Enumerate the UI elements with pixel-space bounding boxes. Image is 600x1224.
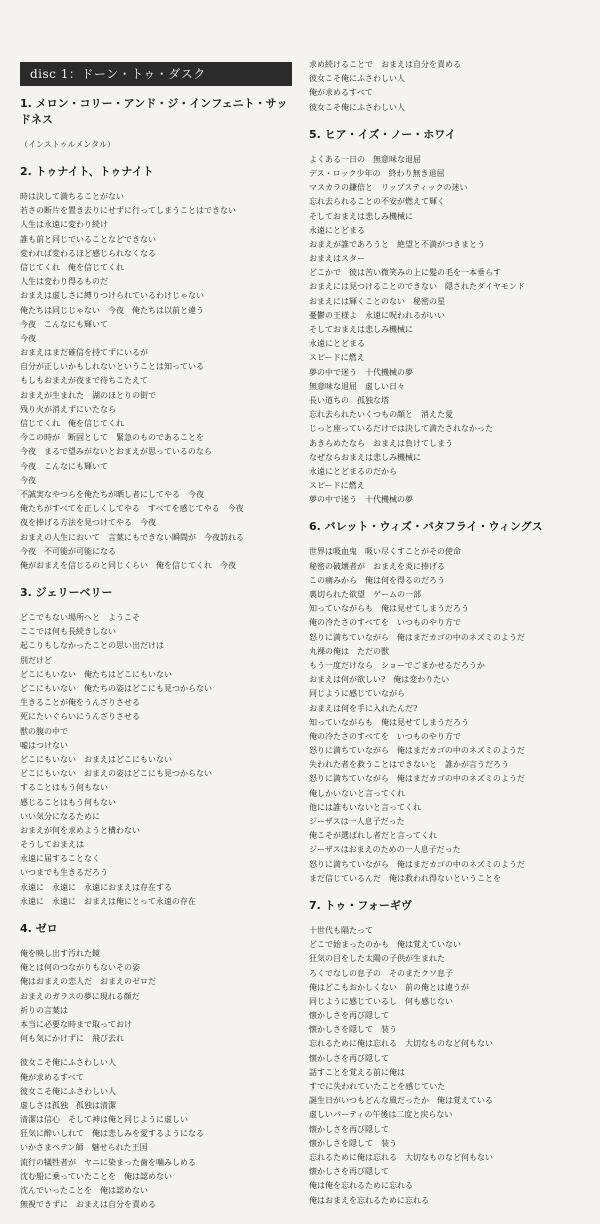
lyric-line: 無意味な退屈 虚しい日々 bbox=[309, 381, 405, 391]
lyric-line: 俺がおまえを信じるのと同じくらい 俺を信じてくれ 今夜 bbox=[20, 560, 236, 570]
lyric-line: 流行の犠牲者が ヤニに染まった歯を噛みしめる bbox=[20, 1157, 196, 1167]
song-title: 1. メロン・コリー・アンド・ジ・インフェニト・サッドネス bbox=[20, 97, 288, 126]
lyric-line: おまえが何を求めようと構わない bbox=[20, 825, 140, 835]
song-title: 2. トゥナイト、トゥナイト bbox=[20, 165, 154, 178]
lyric-line: 懐かしさを再び隠して bbox=[309, 1053, 389, 1063]
lyric-line: 祈りの言葉は bbox=[20, 1005, 68, 1015]
disc-header: disc 1：ドーン・トゥ・ダスク bbox=[20, 62, 292, 86]
lyric-line: 俺こそが選ばれし者だと言ってくれ bbox=[309, 831, 437, 841]
lyric-line: 今夜 まるで望みがないとおまえが思っているのなら bbox=[20, 447, 212, 457]
lyric-line: 今夜 bbox=[20, 475, 36, 485]
stanza bbox=[309, 153, 591, 508]
lyric-line: おまえの人生において 言葉にもできない瞬間が 今夜訪れる bbox=[20, 532, 244, 542]
lyric-line: 今夜 こんなにも輝いて bbox=[20, 319, 108, 329]
lyric-line: おまえが生まれた 湖のほとりの街で bbox=[20, 390, 156, 400]
lyric-line: どこかで 彼は苦い微笑みの上に髪の毛を一本垂らす bbox=[309, 268, 501, 278]
lyric-line: 同じように感じているし 何も感じない bbox=[309, 996, 453, 1006]
lyric-line: 俺の冷たさのすべてを いつものやり方で bbox=[309, 618, 461, 628]
song-block bbox=[309, 519, 591, 886]
lyric-line: いい気分になるために bbox=[20, 811, 100, 821]
lyric-line: 俺たちがすべてを正しくしてやる すべてを感じてやる 今夜 bbox=[20, 504, 244, 514]
lyric-line: 死にたいぐらいにうんざりさせる bbox=[20, 712, 140, 722]
song-block bbox=[309, 898, 591, 1208]
lyric-line: 知っていながらも 俺は見せてしまうだろう bbox=[309, 604, 469, 614]
lyric-line: 人生は永遠に変わり続け bbox=[20, 220, 108, 230]
lyric-line: ジーザスは一人息子だった bbox=[309, 817, 405, 826]
lyric-line: ろくでなしの息子の そのまたクソ息子 bbox=[309, 968, 453, 978]
lyric-line: 信じてくれ 俺を信じてくれ bbox=[20, 262, 124, 272]
song-block bbox=[20, 96, 292, 152]
stanza bbox=[20, 190, 292, 573]
stanza bbox=[20, 611, 292, 909]
song-block bbox=[309, 127, 591, 508]
lyric-line: 不誠実なやつらを俺たちが晒し者にしてやる 今夜 bbox=[20, 489, 204, 499]
lyric-line: 無視できずに おまえは自分を責める bbox=[20, 1200, 156, 1210]
lyric-line: することはもう何もない bbox=[20, 783, 108, 793]
song-block bbox=[20, 921, 292, 1212]
lyric-line: 世界は吸血鬼 吸い尽くすことがその使命 bbox=[309, 547, 461, 557]
lyric-line: そうしておまえは bbox=[20, 840, 84, 850]
lyric-line: ここでは何も長続きしない bbox=[20, 627, 116, 637]
lyric-line: 沈んでいったことを 俺は認めない bbox=[20, 1186, 148, 1195]
lyric-line: どこにもいない 俺たちはどこにもいない bbox=[20, 669, 172, 679]
lyric-line: おまえには輝くことのない 秘密の星 bbox=[309, 296, 445, 306]
lyric-line: どこでもない場所へと ようこそ bbox=[20, 613, 140, 623]
lyric-line: 変われば変わるほど感じられなくなる bbox=[20, 248, 156, 258]
lyric-line: 俺しかいないと言ってくれ bbox=[309, 788, 405, 798]
lyric-line: 感じることはもう何もない bbox=[20, 797, 116, 807]
lyric-line: よくある一日の 無意味な退屈 bbox=[309, 154, 421, 164]
lyric-line: 残り火が消えずにいたなら bbox=[20, 404, 116, 414]
lyric-line: なぜならおまえは悲しみ機械に bbox=[309, 452, 421, 462]
lyric-line: すでに失われていたことを感じていた bbox=[309, 1082, 446, 1091]
song-title: 7. トゥ・フォーギヴ bbox=[309, 898, 412, 912]
lyric-line: 別だけど bbox=[20, 655, 52, 665]
lyric-line: 虚しさは孤独 孤独は清潔 bbox=[20, 1100, 116, 1110]
lyric-line: この痛みから 俺は何を得るのだろう bbox=[309, 575, 445, 585]
lyric-line: もう一度だけなら ショーでごまかせるだろうか bbox=[309, 660, 485, 670]
lyric-line: 夢の中で迷う 十代機械の夢 bbox=[309, 495, 413, 505]
lyric-line: そしておまえは悲しみ機械に bbox=[309, 211, 413, 221]
lyric-line: 何も気にかけずに 飛び去れ bbox=[20, 1034, 124, 1044]
lyric-line: おまえはスター bbox=[309, 254, 365, 264]
lyric-line: 彼女こそ俺にふさわしい人 bbox=[20, 1058, 116, 1068]
left-column bbox=[20, 58, 292, 1224]
lyric-line: 永遠に届することなく bbox=[20, 854, 100, 864]
lyric-line: 彼女こそ俺にふさわしい人 bbox=[309, 102, 405, 112]
lyric-line: 今この時が 断固として 緊急のものであることを bbox=[20, 433, 204, 443]
right-column bbox=[309, 58, 591, 1220]
lyric-line: 夜を捧げる方法を見つけてやる 今夜 bbox=[20, 518, 156, 528]
lyric-line: ジーザスはおまえのための一人息子だった bbox=[309, 845, 461, 855]
lyric-line: 失われた者を救うことはできないと 誰かが言うだろう bbox=[309, 760, 509, 770]
lyric-line: スピードに燃え bbox=[309, 481, 365, 491]
lyric-line: いかさまペテン師 魅せられた王国 bbox=[20, 1143, 148, 1153]
stanza bbox=[309, 58, 591, 115]
lyric-line: 忘れるために俺は忘れる 大切なものなど何もない bbox=[309, 1039, 493, 1049]
lyric-line: 丸裸の俺は ただの獣 bbox=[309, 646, 389, 656]
stanza-gap bbox=[20, 1046, 292, 1056]
lyric-line: じっと座っているだけでは決して満たされなかった bbox=[309, 424, 493, 434]
lyric-line: マスカラの鎌倍と リップスティックの迷い bbox=[309, 183, 468, 193]
lyric-line: あきらめたなら おまえは負けてしまう bbox=[309, 438, 453, 448]
lyric-line: 他には誰もいないと言ってくれ bbox=[309, 802, 421, 812]
lyric-line: 俺とは何のつながりもないその姿 bbox=[20, 963, 140, 973]
stanza bbox=[309, 924, 591, 1208]
lyric-line: そしておまえは悲しみ機械に bbox=[309, 325, 413, 334]
lyric-line: おまえはまだ確信を持てずにいるが bbox=[20, 348, 148, 358]
lyric-line: 今夜 こんなにも輝いて bbox=[20, 461, 108, 471]
lyric-line: 夢の中で迷う 十代機械の夢 bbox=[309, 367, 413, 377]
lyric-line: 長い道ちの 孤独な塔 bbox=[309, 395, 389, 405]
lyric-line: 信じてくれ 俺を信じてくれ bbox=[20, 419, 124, 428]
lyric-line: 俺たちは同じじゃない 今夜 俺たちは以前と違う bbox=[20, 305, 204, 315]
lyric-line: 永遠にとどまるのだから bbox=[309, 466, 397, 476]
lyric-line: 清潔は信心 そして神は俺と同じように虚しい bbox=[20, 1115, 188, 1125]
lyric-line: 本当に必要な時まで取っておけ bbox=[20, 1019, 132, 1029]
lyric-line: 生きることが俺をうんざりさせる bbox=[20, 698, 140, 708]
lyric-line: スピードに燃え bbox=[309, 353, 365, 363]
lyric-line: 起こりもしなかったことの思い出だけは bbox=[20, 641, 164, 651]
lyric-line: 今夜 bbox=[20, 333, 36, 343]
lyric-line: 若さの断片を置き去りにせずに行ってしまうことはできない bbox=[20, 206, 236, 216]
lyric-line: 忘れ去られたいくつもの顔と 消えた愛 bbox=[309, 410, 453, 420]
lyric-line: 憂鬱の王様よ 永遠に呪われるがいい bbox=[309, 310, 445, 320]
lyric-line: 懐かしさを隠して 装う bbox=[309, 1025, 397, 1035]
lyric-line: 忘れるために俺は忘れる 大切なものなど何もない bbox=[309, 1152, 493, 1162]
lyric-line: 永遠に 永遠に おまえは俺にとって永遠の存在 bbox=[20, 896, 196, 906]
song-title: 4. ゼロ bbox=[20, 922, 58, 935]
lyric-line: どこにもいない おまえはどこにもいない bbox=[20, 754, 172, 764]
lyric-line: おまえは虚しさに縛りつけられているわけじゃない bbox=[20, 291, 204, 301]
lyric-line: 怒りに満ちていながら 俺はまだカゴの中のネズミのようだ bbox=[309, 632, 525, 642]
song-block bbox=[309, 58, 591, 115]
stanza bbox=[20, 947, 292, 1046]
lyric-line: 俺が求めるすべて bbox=[309, 88, 373, 98]
lyric-line: 怒りに満ちていながら 俺はまだカゴの中のネズミのようだ bbox=[309, 859, 525, 869]
lyric-line: 誰も前と同じでいることなどできない bbox=[20, 234, 156, 244]
lyric-line: 狂気の目をした太陽の子供が生まれた bbox=[309, 954, 445, 964]
lyric-line: 狂気に酔いしれて 俺は悲しみを愛するようになる bbox=[20, 1129, 204, 1139]
lyric-line: どこにもいない おまえの姿はどこにも見つからない bbox=[20, 769, 212, 779]
lyric-line: おまえのガラスの夢に現れる顔だ bbox=[20, 991, 140, 1001]
lyric-line: 獣の腹の中で bbox=[20, 726, 68, 736]
lyric-line: 俺を映し出す汚れた鏡 bbox=[20, 949, 100, 958]
lyric-line: どこで始まったのかも 俺は覚えていない bbox=[309, 940, 461, 950]
lyric-line: 彼女こそ俺にふさわしい人 bbox=[309, 74, 405, 84]
lyric-line: 俺の冷たさのすべてを いつものやり方で bbox=[309, 731, 461, 741]
lyric-line: 怒りに満ちていながら 俺はまだカゴの中のネズミのようだ bbox=[309, 774, 525, 784]
lyric-line: 永遠に 永遠に 永遠におまえは存在する bbox=[20, 882, 172, 892]
lyric-line: 懐かしさを隠して 装う bbox=[309, 1138, 397, 1148]
stanza bbox=[309, 545, 591, 886]
song-block bbox=[20, 164, 292, 573]
stanza bbox=[20, 1056, 292, 1212]
lyric-line: おまえは何を手に入れたんだ? bbox=[309, 703, 418, 713]
song-title: 5. ヒア・イズ・ノー・ホワイ bbox=[309, 127, 456, 141]
lyric-line: 虚しいパーティの午後は二度と戻らない bbox=[309, 1110, 453, 1120]
lyric-line: 今夜 不可能が可能になる bbox=[20, 546, 116, 556]
lyric-line: まだ信じているんだ 俺は救われ得ないということを bbox=[309, 873, 501, 883]
lyric-line: どこにもいない 俺たちの姿はどこにも見つからない bbox=[20, 684, 212, 693]
lyric-line: 知っていながらも 俺は見せてしまうだろう bbox=[309, 717, 469, 727]
lyric-line: 時は決して満ちることがない bbox=[20, 192, 124, 201]
lyric-line: 彼女こそ俺にふさわしい人 bbox=[20, 1086, 116, 1096]
lyric-line: 裏切られた欲望 ゲームの一部 bbox=[309, 590, 421, 599]
lyric-line: 求め続けることで おまえは自分を責める bbox=[309, 60, 461, 69]
lyric-line: 話すことを覚える前に俺は bbox=[309, 1067, 405, 1077]
lyric-line: デス・ロック少年の 終わり無き退屈 bbox=[309, 168, 445, 178]
lyric-line: 沈む船に乗っていたことを 俺は認めない bbox=[20, 1171, 172, 1181]
lyric-line: 誕生日がいつもどんな風だったか 俺は覚えている bbox=[309, 1096, 493, 1106]
lyric-line: 十世代も隔たって bbox=[309, 925, 373, 935]
lyric-line: 懐かしさを再び隠して bbox=[309, 1011, 389, 1021]
lyric-line: 自分が正しいかもしれないということは知っている bbox=[20, 362, 204, 372]
lyric-line: 嘘はつけない bbox=[20, 740, 68, 750]
lyric-line: もしもおまえが夜まで待ちこたえて bbox=[20, 376, 148, 386]
lyric-line: 俺はどこもおかしくない 前の俺とは違うが bbox=[309, 982, 469, 992]
lyric-line: 永遠にとどまる bbox=[309, 225, 365, 235]
song-note: （インストゥルメンタル） bbox=[20, 140, 115, 149]
lyric-line: 俺が求めるすべて bbox=[20, 1072, 84, 1082]
lyric-line: 懐かしさを再び隠して bbox=[309, 1124, 389, 1134]
lyric-line: 秘密の破壊者が おまえを炎に捧げる bbox=[309, 561, 445, 571]
lyric-line: いつまでも生きるだろう bbox=[20, 868, 108, 878]
lyric-line: おまえには見つけることのできない 隠されたダイヤモンド bbox=[309, 282, 525, 292]
lyric-line: 忘れ去られることの不安が燃えて輝く bbox=[309, 197, 445, 207]
lyric-line: 人生は変わり得るものだ bbox=[20, 277, 108, 287]
song-title: 3. ジェリーベリー bbox=[20, 586, 113, 600]
lyric-line: おまえが誰であろうと 絶望と不満がつきまとう bbox=[309, 239, 485, 249]
lyric-line: おまえは何が欲しい? 俺は変わりたい bbox=[309, 675, 450, 685]
lyric-line: 俺はおまえの恋人だ おまえのゼロだ bbox=[20, 977, 156, 987]
lyric-line: 俺は俺を忘れるために忘れる bbox=[309, 1181, 413, 1191]
lyric-line: 同じように感じていながら bbox=[309, 689, 405, 699]
song-title: 6. バレット・ウィズ・バタフライ・ウィングス bbox=[309, 520, 543, 534]
lyric-line: 永遠にとどまる bbox=[309, 339, 365, 349]
song-block bbox=[20, 585, 292, 909]
lyric-line: 怒りに満ちていながら 俺はまだカゴの中のネズミのようだ bbox=[309, 746, 525, 756]
lyric-line: 俺はおまえを忘れるために忘れる bbox=[309, 1195, 429, 1205]
lyric-line: 懐かしさを再び隠して bbox=[309, 1167, 389, 1177]
